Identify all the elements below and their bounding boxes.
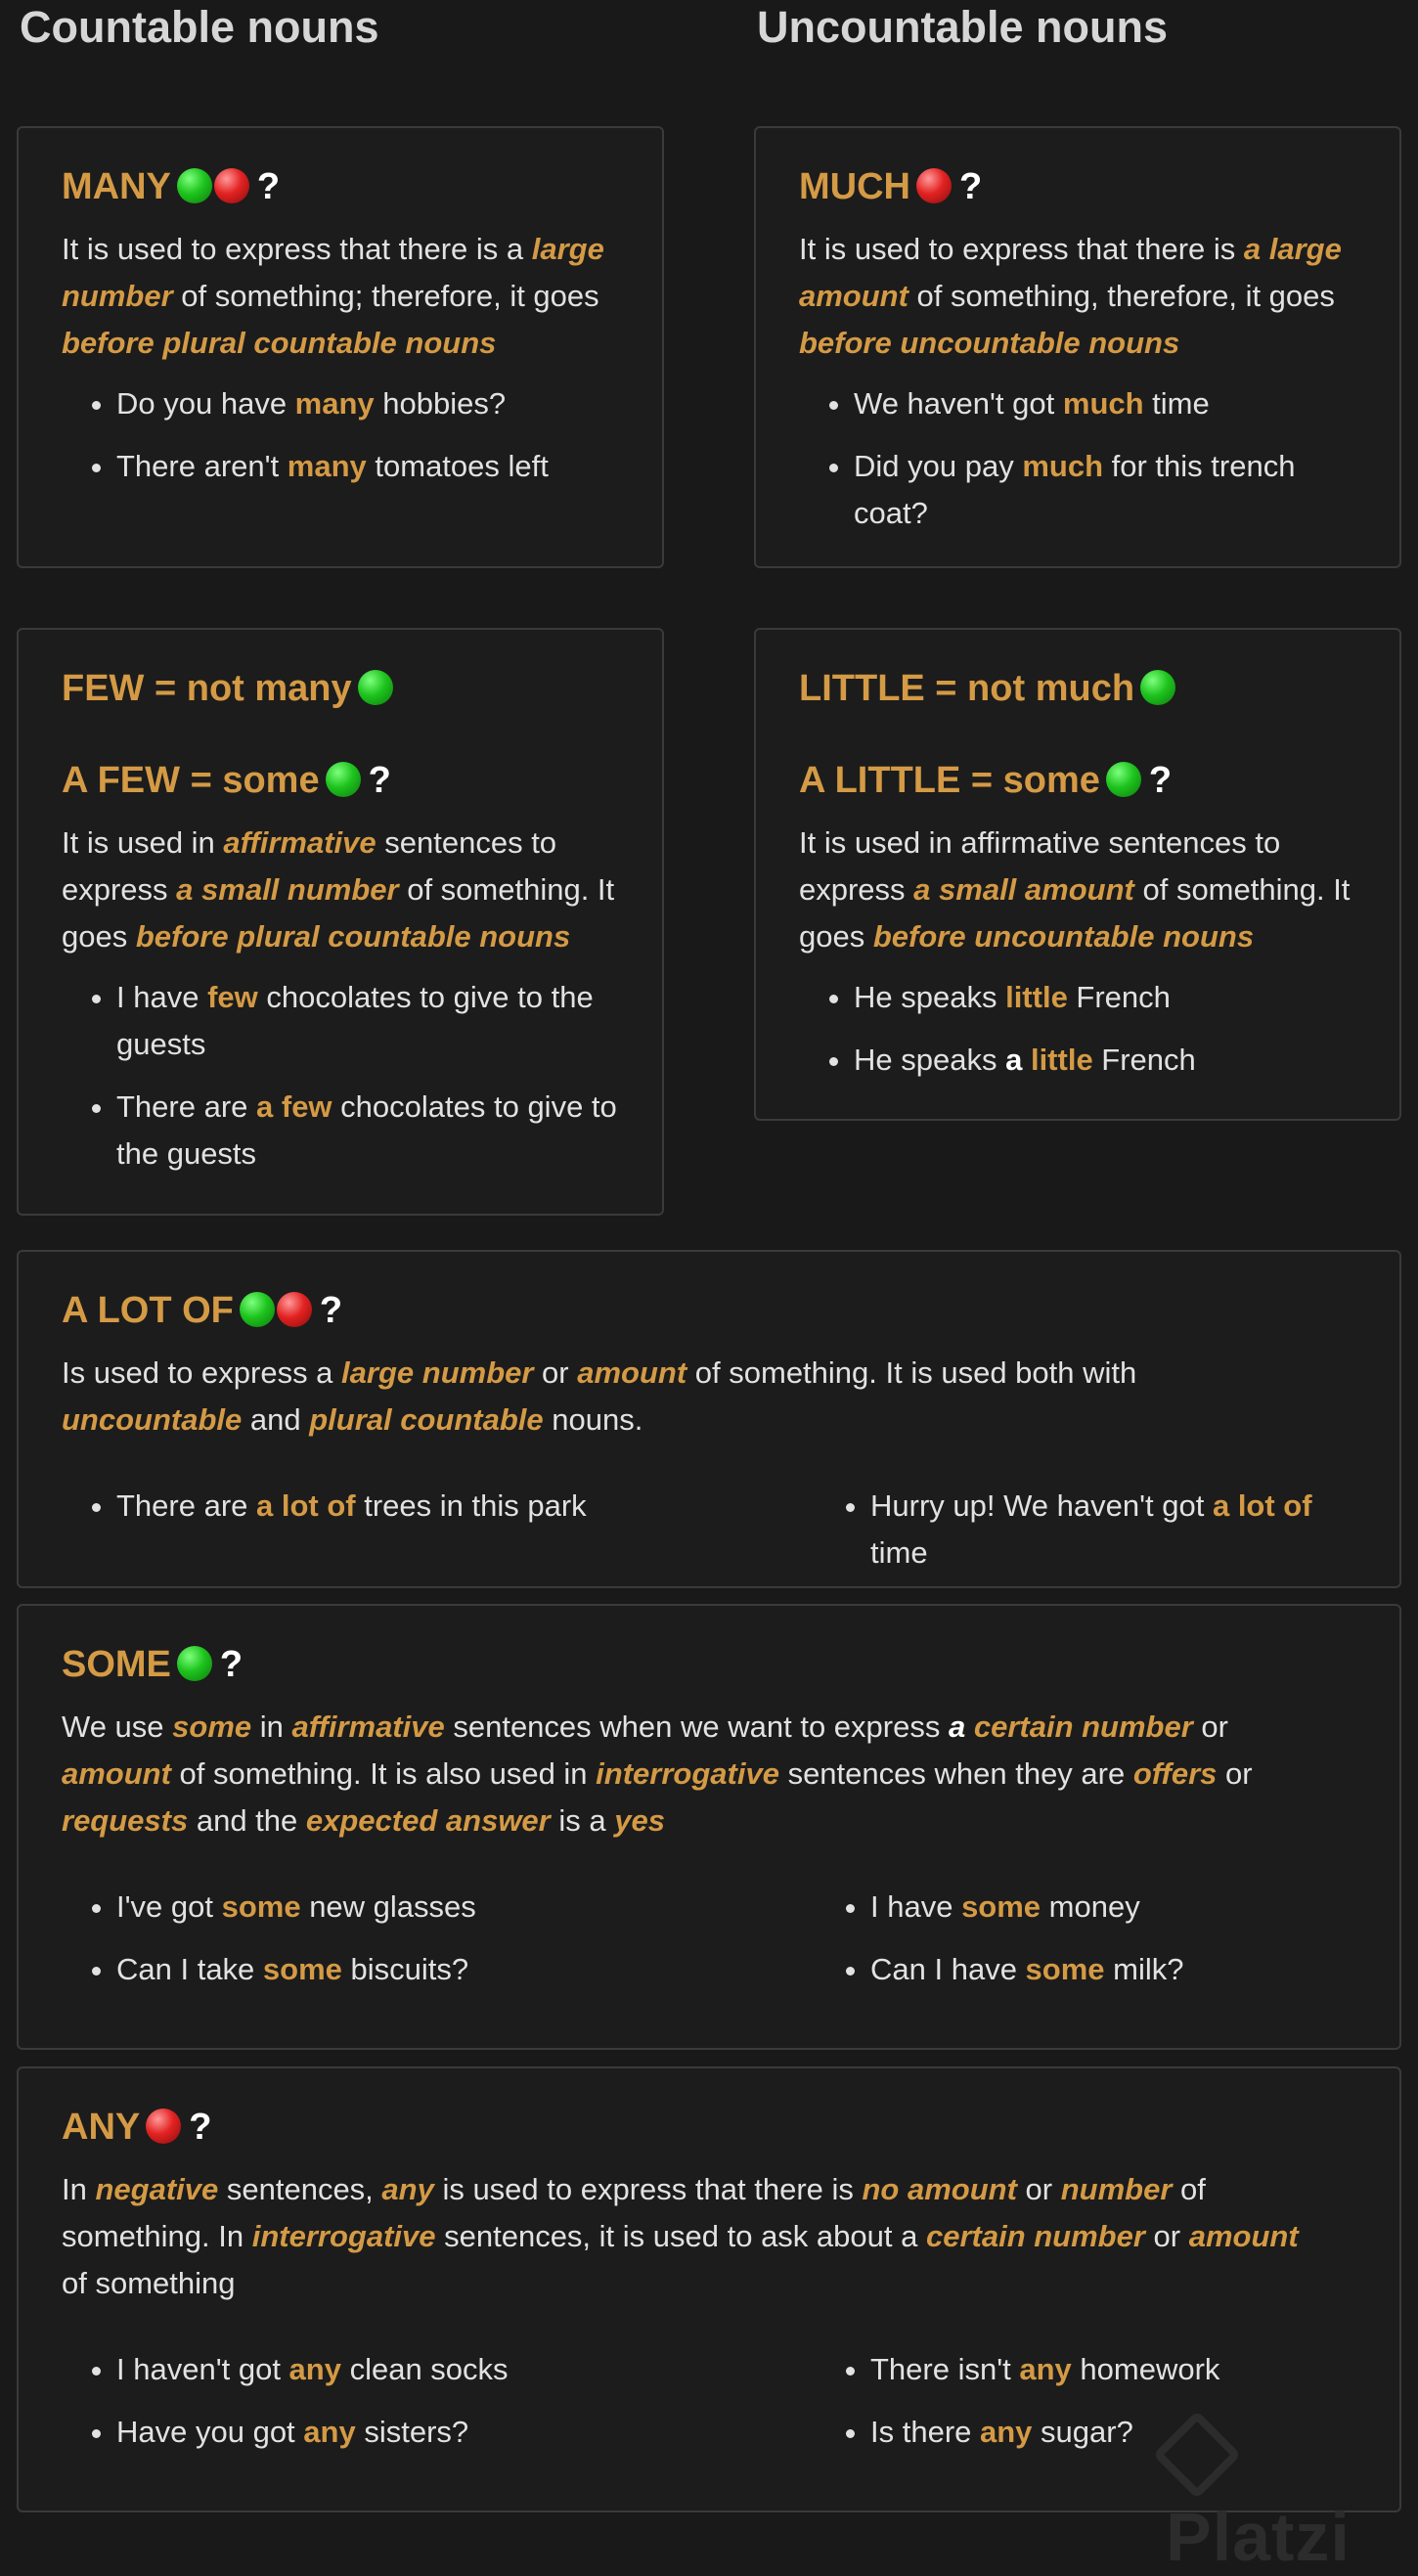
a-lot-of-card	[17, 1250, 1401, 1588]
much-examples	[799, 380, 1356, 537]
list-item: • There aren't many tomatoes left	[116, 443, 619, 490]
some-examples	[62, 1884, 1356, 2009]
platzi-logo-icon	[1153, 2411, 1242, 2500]
some-card	[17, 1604, 1401, 2050]
few-examples	[62, 974, 619, 1177]
green-circle-icon	[177, 168, 212, 203]
countable-nouns-heading: Countable nouns	[20, 2, 379, 52]
list-item: • I have some money	[870, 1884, 1356, 1931]
list-item: • Hurry up! We haven't got a lot of time	[870, 1483, 1356, 1577]
much-card	[754, 126, 1401, 568]
question-mark: ?	[219, 1644, 244, 1685]
list-item: • I've got some new glasses	[116, 1884, 816, 1931]
many-examples	[62, 380, 619, 490]
list-item: • I have few chocolates to give to the guests	[116, 974, 619, 1068]
much-title: MUCH ?	[799, 166, 983, 207]
few-title: FEW = not many	[62, 661, 619, 716]
a-few-title: A FEW = some ?	[62, 760, 391, 801]
question-mark: ?	[189, 2107, 212, 2148]
question-mark: ?	[319, 1290, 343, 1331]
list-item: • Did you pay much for this trench coat?	[854, 443, 1356, 537]
question-mark: ?	[368, 760, 391, 801]
little-title: LITTLE = not much	[799, 661, 1356, 716]
uncountable-nouns-heading: Uncountable nouns	[757, 2, 1168, 52]
some-title: SOME ?	[62, 1644, 244, 1685]
much-description: It is used to express that there is a large amount of something, therefore, it goes before uncountable nouns	[799, 232, 1342, 360]
list-item: • He speaks a little French	[854, 1037, 1356, 1084]
list-item: • There are a few chocolates to give to the guests	[116, 1084, 619, 1177]
some-description: We use some in affirmative sentences when we want to express a certain number or amount of something. It is also used in interrogative sentences when they are offers or requests and the expected answer is a yes	[62, 1710, 1253, 1838]
few-description: It is used in affirmative sentences to express a small number of something. It goes before plural countable nouns	[62, 825, 615, 954]
platzi-watermark: Platzi	[1166, 2420, 1418, 2576]
list-item: • He speaks little French	[854, 974, 1356, 1021]
list-item: • Can I take some biscuits?	[116, 1946, 816, 1993]
a-lot-of-title: A LOT OF ?	[62, 1290, 343, 1331]
question-mark: ?	[958, 166, 983, 207]
few-card	[17, 628, 664, 1216]
green-circle-icon	[1140, 670, 1175, 705]
little-description: It is used in affirmative sentences to express a small amount of something. It goes before uncountable nouns	[799, 825, 1351, 954]
little-card	[754, 628, 1401, 1121]
green-circle-icon	[240, 1292, 275, 1327]
green-circle-icon	[326, 762, 361, 797]
many-title: MANY ?	[62, 166, 281, 207]
red-circle-icon	[146, 2109, 181, 2144]
list-item: • There are a lot of trees in this park	[116, 1483, 816, 1530]
a-lot-of-examples	[62, 1483, 1356, 1592]
list-item: • We haven't got much time	[854, 380, 1356, 427]
any-description: In negative sentences, any is used to express that there is no amount or number of something. In interrogative sentences, it is used to ask about a certain number or amount of something	[62, 2172, 1299, 2300]
list-item: • Do you have many hobbies?	[116, 380, 619, 427]
list-item: • There isn't any homework	[870, 2346, 1356, 2393]
list-item: • Is there any sugar?	[870, 2409, 1356, 2456]
green-circle-icon	[177, 1646, 212, 1681]
list-item: • Can I have some milk?	[870, 1946, 1356, 1993]
list-item: • I haven't got any clean socks	[116, 2346, 816, 2393]
a-lot-of-description: Is used to express a large number or amount of something. It is used both with uncountable and plural countable nouns.	[62, 1355, 1137, 1437]
red-circle-icon	[214, 168, 249, 203]
question-mark: ?	[256, 166, 281, 207]
little-examples	[799, 974, 1356, 1084]
a-little-title: A LITTLE = some ?	[799, 760, 1173, 801]
list-item: • Have you got any sisters?	[116, 2409, 816, 2456]
red-circle-icon	[916, 168, 952, 203]
many-description: It is used to express that there is a large number of something; therefore, it goes before plural countable nouns	[62, 232, 604, 360]
any-title: ANY ?	[62, 2107, 212, 2148]
question-mark: ?	[1148, 760, 1173, 801]
many-card	[17, 126, 664, 568]
red-circle-icon	[277, 1292, 312, 1327]
green-circle-icon	[1106, 762, 1141, 797]
green-circle-icon	[358, 670, 393, 705]
